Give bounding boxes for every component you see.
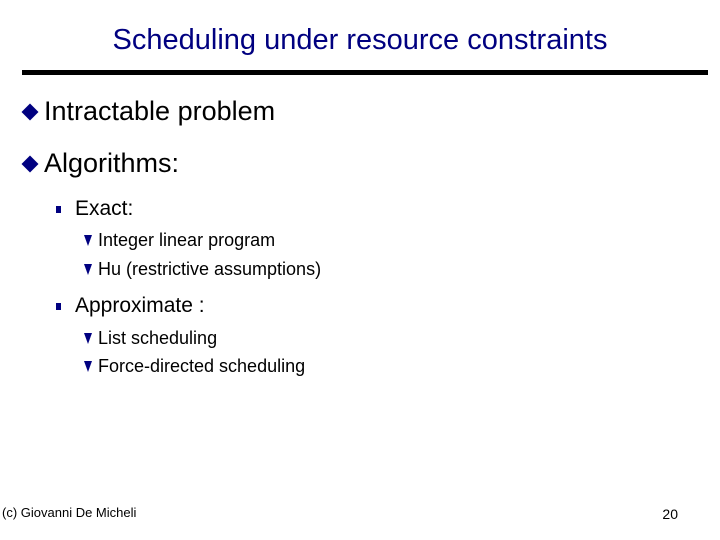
page-number: 20: [662, 506, 678, 522]
bullet-exact: [56, 197, 133, 221]
bullet-algorithms: [22, 148, 179, 179]
triangle-bullet-icon: [84, 361, 92, 372]
bullet-text: Approximate :: [75, 294, 205, 317]
bullet-intractable: [22, 96, 275, 127]
bullet-text: Force-directed scheduling: [98, 356, 306, 376]
triangle-bullet-icon: [84, 235, 92, 246]
diamond-bullet-icon: [22, 156, 38, 172]
square-bullet-icon: [56, 303, 61, 310]
bullet-text: List scheduling: [98, 328, 218, 348]
diamond-bullet-icon: [22, 104, 38, 120]
bullet-text: Exact:: [75, 197, 134, 220]
bullet-approximate: [56, 294, 205, 318]
bullet-text: Hu (restrictive assumptions): [98, 259, 322, 279]
bullet-approximate-item: [84, 328, 217, 349]
footer-credit: (c) Giovanni De Micheli: [2, 505, 137, 520]
slide-title: Scheduling under resource constraints: [112, 24, 608, 56]
triangle-bullet-icon: [84, 264, 92, 275]
bullet-exact-item: [84, 259, 321, 280]
bullet-exact-item: [84, 230, 275, 251]
bullet-text: Integer linear program: [98, 230, 276, 250]
triangle-bullet-icon: [84, 333, 92, 344]
bullet-text: Intractable problem: [44, 96, 276, 126]
bullet-text: Algorithms:: [44, 148, 180, 178]
square-bullet-icon: [56, 206, 61, 213]
title-divider: [22, 70, 708, 75]
bullet-approximate-item: [84, 356, 305, 377]
